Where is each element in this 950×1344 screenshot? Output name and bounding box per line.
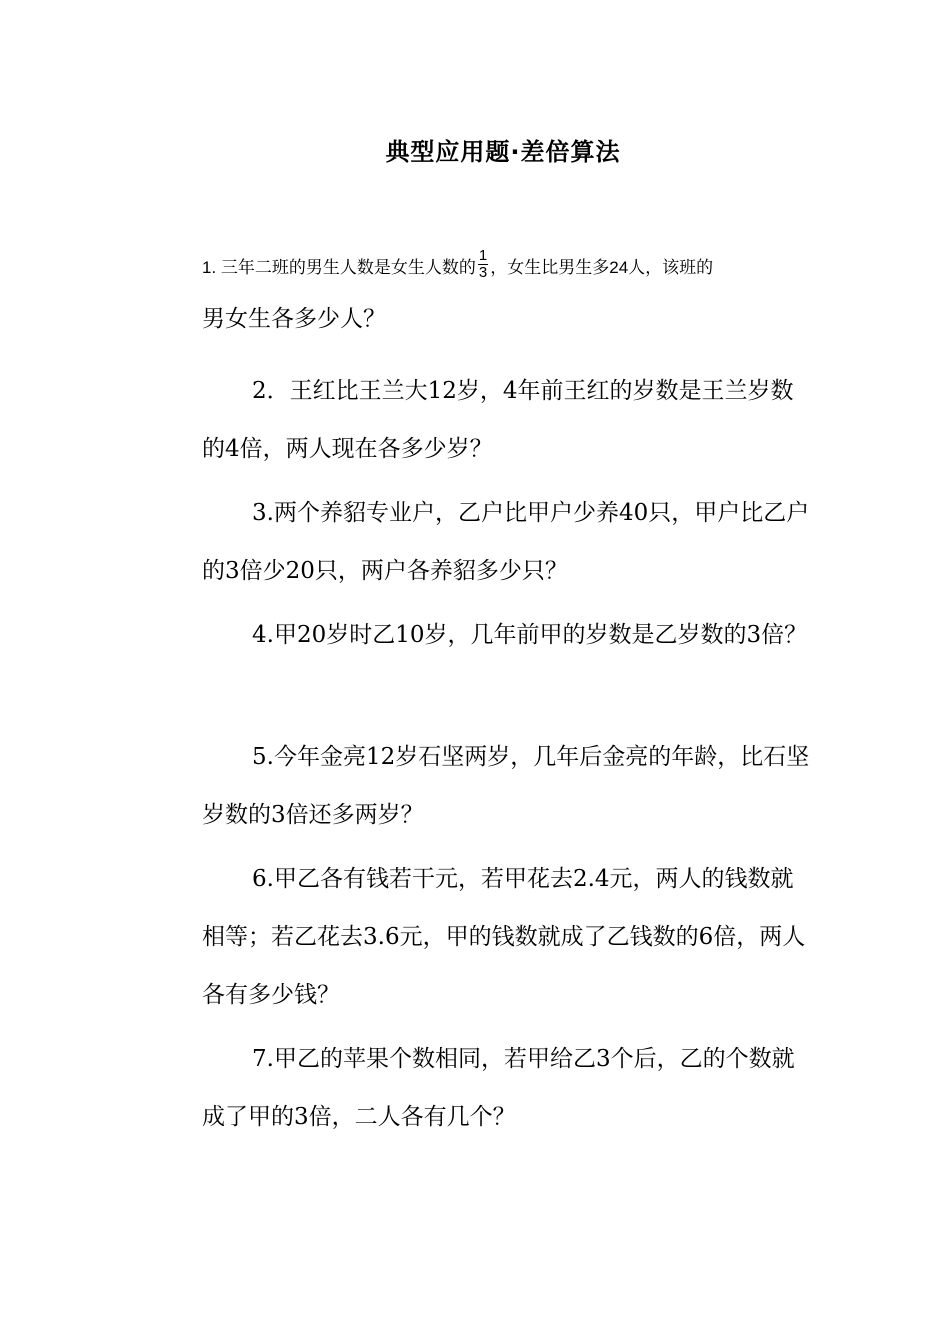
question-5: 5.今年金亮12岁石坚两岁，几年后金亮的年龄，比石坚岁数的3倍还多两岁？: [202, 744, 810, 828]
question-4: 4.甲20岁时乙10岁，几年前甲的岁数是乙岁数的3倍？: [252, 622, 808, 648]
question-3: 3.两个养貂专业户，乙户比甲户少养40只，甲户比乙户的3倍少20只，两户各养貂多少只？: [202, 500, 810, 584]
question-1-line-2: 男女生各多少人？: [202, 306, 386, 332]
question-1-line-1: [202, 247, 802, 292]
question-1-text-start: 1. 三年二班的男生人数是女生人数的: [202, 257, 476, 277]
question-7: 7.甲乙的苹果个数相同，若甲给乙3个后，乙的个数就成了甲的3倍，二人各有几个？: [202, 1046, 795, 1130]
question-1-text-end: ，女生比男生多24人，该班的: [490, 257, 714, 277]
fraction-denominator: 3: [478, 264, 488, 281]
fraction-numerator: 1: [478, 247, 488, 264]
fraction-one-third: [478, 248, 488, 281]
page-title: 典型应用题·差倍算法: [385, 138, 621, 166]
question-2: 2．王红比王兰大12岁，4年前王红的岁数是王兰岁数的4倍，两人现在各多少岁？: [202, 378, 794, 462]
question-6: 6.甲乙各有钱若干元，若甲花去2.4元，两人的钱数就相等；若乙花去3.6元，甲的钱数就成了乙钱数的6倍，两人各有多少钱？: [202, 866, 806, 1008]
